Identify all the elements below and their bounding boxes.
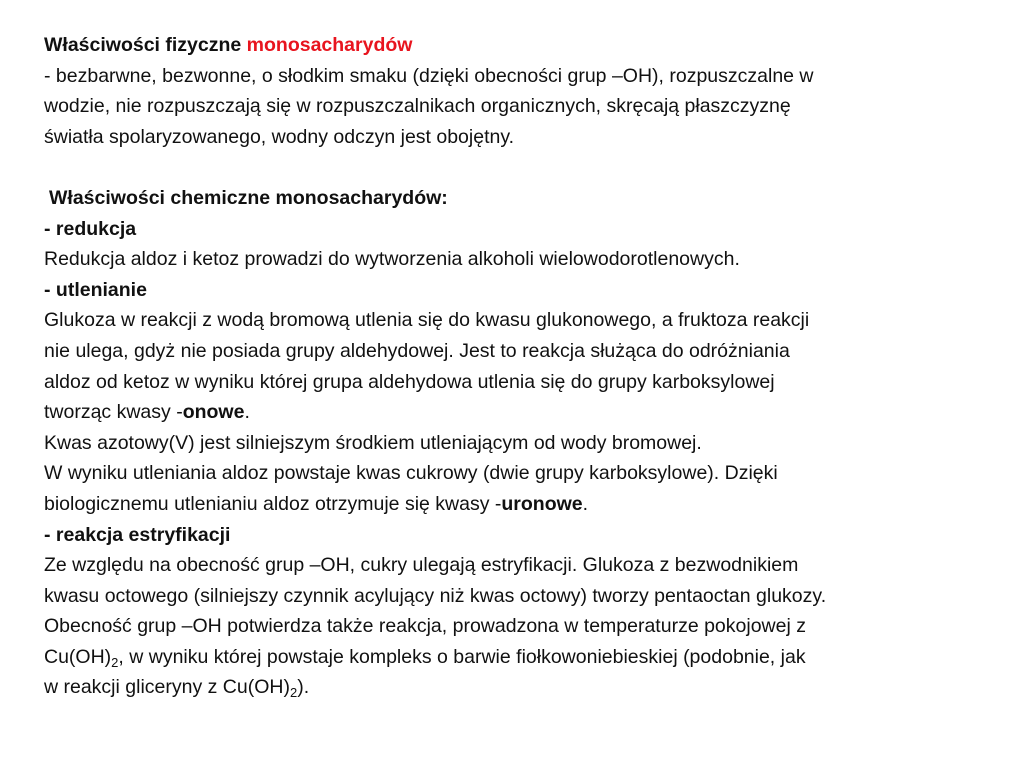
slide-content [44, 30, 1004, 703]
esterification-heading: - reakcja estryfikacji [44, 523, 231, 546]
onowe-suffix: . [244, 401, 250, 424]
oxidation-line-3: aldoz od ketoz w wyniku której grupa aldehydowa utlenia się do grupy karboksylowej [44, 370, 775, 393]
oxidation-uronowe-line [44, 489, 1004, 520]
physical-properties-title [44, 30, 1004, 61]
cu1-subscript: 2 [111, 654, 119, 670]
physical-line-1: - bezbarwne, bezwonne, o słodkim smaku (dzięki obecności grup –OH), rozpuszczalne w [44, 64, 814, 87]
onowe-bold: onowe [182, 401, 245, 424]
reduction-line-1: Redukcja aldoz i ketoz prowadzi do wytworzenia alkoholi wielowodorotlenowych. [44, 248, 740, 271]
spacer [44, 152, 1004, 183]
oxidation-heading: - utlenianie [44, 278, 147, 301]
uronowe-bold: uronowe [501, 492, 583, 515]
physical-line-2: wodzie, nie rozpuszczają się w rozpuszczalnikach organicznych, skręcają płaszczyznę [44, 95, 791, 118]
cu2-prefix: w reakcji gliceryny z Cu(OH) [44, 676, 290, 699]
cu1-prefix: Cu(OH) [44, 645, 112, 668]
onowe-prefix: tworząc kwasy - [44, 401, 183, 424]
esterification-cu-line-1 [44, 642, 1004, 673]
physical-title-prefix: Właściwości fizyczne [44, 34, 247, 56]
esterification-line-2: kwasu octowego (silniejszy czynnik acylujący niż kwas octowy) tworzy pentaoctan glukozy. [44, 584, 827, 607]
oxidation-line-6: W wyniku utleniania aldoz powstaje kwas cukrowy (dwie grupy karboksylowe). Dzięki [44, 462, 778, 485]
uronowe-prefix: biologicznemu utlenianiu aldoz otrzymuje się kwasy - [44, 492, 502, 515]
esterification-line-3: Obecność grup –OH potwierdza także reakcja, prowadzona w temperaturze pokojowej z [44, 615, 806, 638]
esterification-cu-line-2 [44, 672, 1004, 703]
physical-line-3: światła spolaryzowanego, wodny odczyn jest obojętny. [44, 125, 515, 148]
cu2-subscript: 2 [289, 685, 298, 701]
cu2-suffix: ). [297, 676, 310, 699]
esterification-line-1: Ze względu na obecność grup –OH, cukry ulegają estryfikacji. Glukoza z bezwodnikiem [44, 554, 799, 577]
uronowe-suffix: . [582, 492, 589, 515]
oxidation-line-2: nie ulega, gdyż nie posiada grupy aldehydowej. Jest to reakcja służąca do odróżniania [44, 339, 790, 362]
reduction-heading: - redukcja [44, 217, 137, 240]
oxidation-onowe-line [44, 397, 1004, 428]
cu1-suffix: , w wyniku której powstaje kompleks o barwie fiołkowoniebieskiej (podobnie, jak [118, 645, 806, 668]
oxidation-line-5: Kwas azotowy(V) jest silniejszym środkiem utleniającym od wody bromowej. [44, 431, 702, 454]
physical-title-highlight: monosacharydów [246, 34, 413, 56]
oxidation-line-1: Glukoza w reakcji z wodą bromową utlenia się do kwasu glukonowego, a fruktoza reakcji [44, 309, 810, 332]
chemical-properties-title: Właściwości chemiczne monosacharydów: [49, 186, 448, 209]
